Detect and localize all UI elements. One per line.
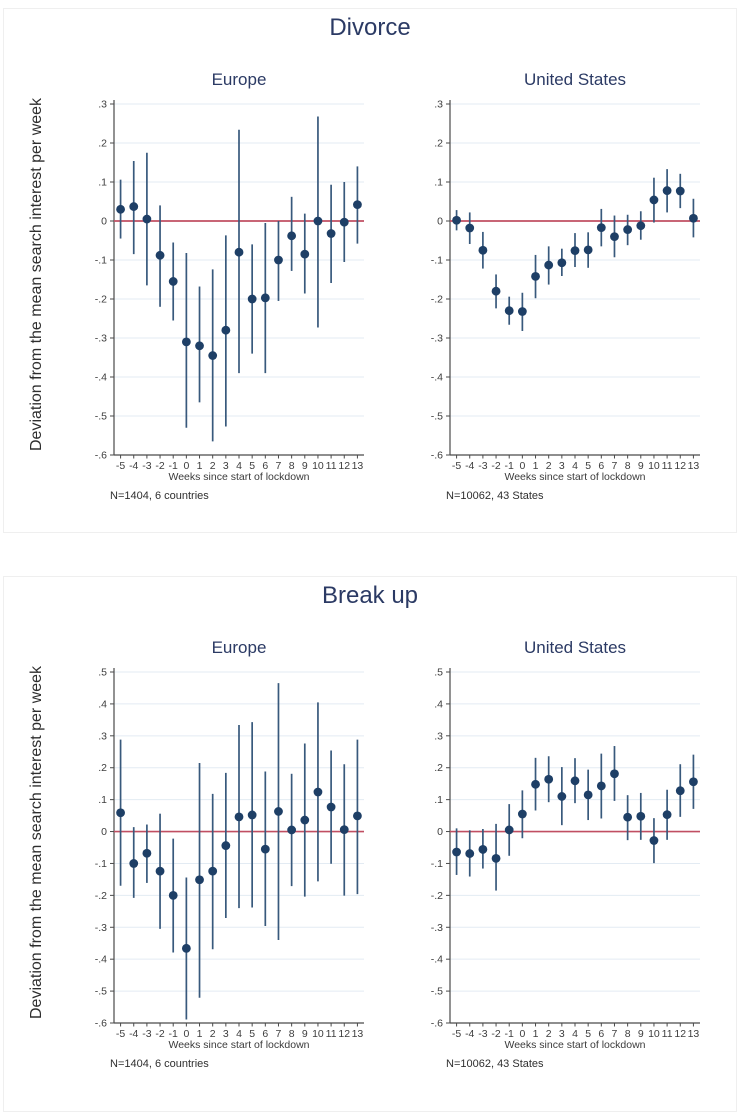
svg-text:1: 1 bbox=[532, 1028, 539, 1040]
svg-text:.1: .1 bbox=[98, 794, 107, 807]
svg-text:3: 3 bbox=[558, 460, 565, 472]
svg-text:2: 2 bbox=[545, 460, 552, 472]
svg-text:8: 8 bbox=[624, 460, 631, 472]
svg-text:-2: -2 bbox=[155, 460, 165, 472]
svg-text:-.3: -.3 bbox=[94, 921, 107, 934]
svg-text:-.6: -.6 bbox=[430, 449, 443, 462]
svg-text:.2: .2 bbox=[98, 137, 107, 150]
chart-svg bbox=[70, 95, 378, 473]
svg-text:-1: -1 bbox=[504, 1028, 514, 1040]
svg-text:-1: -1 bbox=[168, 1028, 178, 1040]
svg-text:-3: -3 bbox=[478, 1028, 488, 1040]
svg-text:-.6: -.6 bbox=[94, 449, 107, 462]
svg-text:-3: -3 bbox=[142, 460, 152, 472]
svg-text:3: 3 bbox=[222, 1028, 229, 1040]
panel-breakup-europe bbox=[70, 637, 378, 1070]
svg-text:-4: -4 bbox=[465, 1028, 475, 1040]
chart-svg bbox=[70, 663, 378, 1041]
svg-text:.4: .4 bbox=[98, 698, 107, 711]
svg-text:8: 8 bbox=[288, 1028, 295, 1040]
svg-text:.2: .2 bbox=[434, 762, 443, 775]
svg-text:.3: .3 bbox=[434, 98, 443, 111]
svg-text:7: 7 bbox=[611, 460, 618, 472]
plot-divorce-us bbox=[406, 95, 714, 473]
svg-text:1: 1 bbox=[196, 1028, 203, 1040]
panel-breakup-us bbox=[406, 637, 714, 1070]
ci-whiskers bbox=[121, 683, 358, 1019]
svg-text:6: 6 bbox=[262, 460, 269, 472]
svg-text:6: 6 bbox=[598, 460, 605, 472]
svg-text:3: 3 bbox=[558, 1028, 565, 1040]
svg-text:10: 10 bbox=[312, 460, 324, 472]
svg-text:.3: .3 bbox=[434, 730, 443, 743]
svg-text:8: 8 bbox=[624, 1028, 631, 1040]
svg-text:-.5: -.5 bbox=[94, 410, 107, 423]
svg-text:-3: -3 bbox=[478, 460, 488, 472]
svg-text:-4: -4 bbox=[465, 460, 475, 472]
svg-text:11: 11 bbox=[661, 1028, 673, 1040]
svg-text:0: 0 bbox=[437, 215, 443, 228]
svg-text:0: 0 bbox=[519, 460, 526, 472]
svg-text:-.1: -.1 bbox=[94, 857, 107, 870]
svg-text:11: 11 bbox=[325, 460, 337, 472]
sample-note: N=10062, 43 States bbox=[446, 1058, 544, 1070]
svg-text:-4: -4 bbox=[129, 460, 139, 472]
svg-text:9: 9 bbox=[637, 1028, 644, 1040]
point-estimates bbox=[452, 769, 698, 862]
svg-text:6: 6 bbox=[262, 1028, 269, 1040]
svg-text:0: 0 bbox=[101, 215, 107, 228]
svg-text:.3: .3 bbox=[98, 98, 107, 111]
svg-text:-.1: -.1 bbox=[430, 857, 443, 870]
panel-divorce-europe bbox=[70, 69, 378, 502]
ci-whiskers bbox=[121, 116, 358, 441]
x-axis-label: Weeks since start of lockdown bbox=[504, 1039, 646, 1051]
svg-text:9: 9 bbox=[301, 1028, 308, 1040]
svg-text:-5: -5 bbox=[115, 460, 126, 472]
svg-text:4: 4 bbox=[236, 1028, 242, 1040]
svg-text:5: 5 bbox=[249, 1028, 256, 1040]
svg-text:-.4: -.4 bbox=[430, 953, 443, 966]
svg-text:-2: -2 bbox=[491, 1028, 501, 1040]
svg-text:-.1: -.1 bbox=[430, 254, 443, 267]
svg-text:-.4: -.4 bbox=[430, 371, 443, 384]
svg-text:10: 10 bbox=[648, 460, 660, 472]
svg-text:-5: -5 bbox=[451, 460, 462, 472]
sample-note: N=1404, 6 countries bbox=[110, 490, 209, 502]
svg-text:-.1: -.1 bbox=[94, 254, 107, 267]
panel-divorce-us bbox=[406, 69, 714, 502]
chart-svg bbox=[406, 95, 714, 473]
svg-text:0: 0 bbox=[183, 1028, 190, 1040]
svg-text:.1: .1 bbox=[98, 176, 107, 189]
svg-text:-3: -3 bbox=[142, 1028, 152, 1040]
svg-text:4: 4 bbox=[572, 1028, 578, 1040]
svg-text:5: 5 bbox=[585, 460, 592, 472]
panel-subtitle: United States bbox=[523, 70, 627, 89]
figure-title: Break up bbox=[321, 582, 419, 609]
svg-text:-5: -5 bbox=[451, 1028, 462, 1040]
svg-text:12: 12 bbox=[338, 460, 351, 472]
svg-text:2: 2 bbox=[209, 1028, 216, 1040]
svg-text:.5: .5 bbox=[434, 666, 443, 679]
svg-text:10: 10 bbox=[312, 1028, 324, 1040]
svg-text:11: 11 bbox=[325, 1028, 337, 1040]
svg-text:9: 9 bbox=[637, 460, 644, 472]
svg-text:-.6: -.6 bbox=[94, 1017, 107, 1030]
figure-title: Divorce bbox=[329, 14, 411, 41]
svg-text:0: 0 bbox=[437, 826, 443, 839]
svg-text:7: 7 bbox=[275, 460, 282, 472]
svg-text:0: 0 bbox=[519, 1028, 526, 1040]
svg-text:-.2: -.2 bbox=[430, 889, 443, 902]
svg-text:-4: -4 bbox=[129, 1028, 139, 1040]
svg-text:-1: -1 bbox=[168, 460, 178, 472]
gridlines bbox=[450, 672, 700, 1023]
svg-text:-.3: -.3 bbox=[430, 332, 443, 345]
svg-text:-.4: -.4 bbox=[94, 371, 107, 384]
svg-text:-.4: -.4 bbox=[94, 953, 107, 966]
x-axis-label: Weeks since start of lockdown bbox=[168, 471, 310, 483]
plot-divorce-europe bbox=[70, 95, 378, 473]
svg-text:-.2: -.2 bbox=[430, 293, 443, 306]
sample-note: N=1404, 6 countries bbox=[110, 1058, 209, 1070]
svg-text:13: 13 bbox=[687, 460, 700, 472]
svg-text:0: 0 bbox=[183, 460, 190, 472]
svg-text:1: 1 bbox=[196, 460, 203, 472]
axes bbox=[95, 667, 364, 1041]
svg-text:-.6: -.6 bbox=[430, 1017, 443, 1030]
svg-text:-.5: -.5 bbox=[430, 985, 443, 998]
svg-text:8: 8 bbox=[288, 460, 295, 472]
sample-note: N=10062, 43 States bbox=[446, 490, 544, 502]
svg-text:5: 5 bbox=[585, 1028, 592, 1040]
svg-text:6: 6 bbox=[598, 1028, 605, 1040]
panel-subtitle: Europe bbox=[211, 70, 267, 89]
svg-text:-.2: -.2 bbox=[94, 889, 107, 902]
plot-breakup-us bbox=[406, 663, 714, 1041]
svg-text:.1: .1 bbox=[434, 794, 443, 807]
svg-text:.4: .4 bbox=[434, 698, 443, 711]
chart-svg bbox=[406, 663, 714, 1041]
svg-text:12: 12 bbox=[338, 1028, 351, 1040]
figure-divorce bbox=[3, 8, 737, 533]
svg-text:10: 10 bbox=[648, 1028, 660, 1040]
svg-text:1: 1 bbox=[532, 460, 539, 472]
svg-text:.2: .2 bbox=[98, 762, 107, 775]
svg-text:.2: .2 bbox=[434, 137, 443, 150]
svg-text:9: 9 bbox=[301, 460, 308, 472]
x-axis-label: Weeks since start of lockdown bbox=[168, 1039, 310, 1051]
svg-text:.1: .1 bbox=[434, 176, 443, 189]
svg-text:-.5: -.5 bbox=[94, 985, 107, 998]
svg-text:5: 5 bbox=[249, 460, 256, 472]
y-axis-label: Deviation from the mean search interest per week bbox=[28, 97, 45, 451]
svg-text:.3: .3 bbox=[98, 730, 107, 743]
gridlines bbox=[450, 104, 700, 455]
svg-text:-.3: -.3 bbox=[94, 332, 107, 345]
svg-text:2: 2 bbox=[545, 1028, 552, 1040]
svg-text:0: 0 bbox=[101, 826, 107, 839]
svg-text:11: 11 bbox=[661, 460, 673, 472]
svg-text:12: 12 bbox=[674, 1028, 687, 1040]
svg-text:-5: -5 bbox=[115, 1028, 126, 1040]
svg-text:13: 13 bbox=[687, 1028, 700, 1040]
y-axis-label: Deviation from the mean search interest per week bbox=[28, 665, 45, 1019]
panel-subtitle: United States bbox=[523, 638, 627, 657]
x-axis-label: Weeks since start of lockdown bbox=[504, 471, 646, 483]
svg-text:7: 7 bbox=[275, 1028, 282, 1040]
svg-text:.5: .5 bbox=[98, 666, 107, 679]
svg-text:13: 13 bbox=[351, 460, 364, 472]
svg-text:2: 2 bbox=[209, 460, 216, 472]
svg-text:-1: -1 bbox=[504, 460, 514, 472]
svg-text:-2: -2 bbox=[491, 460, 501, 472]
point-estimates bbox=[452, 186, 698, 316]
svg-text:-2: -2 bbox=[155, 1028, 165, 1040]
svg-text:4: 4 bbox=[236, 460, 242, 472]
panel-subtitle: Europe bbox=[211, 638, 267, 657]
svg-text:4: 4 bbox=[572, 460, 578, 472]
svg-text:12: 12 bbox=[674, 460, 687, 472]
svg-text:-.5: -.5 bbox=[430, 410, 443, 423]
svg-text:7: 7 bbox=[611, 1028, 618, 1040]
svg-text:3: 3 bbox=[222, 460, 229, 472]
plot-breakup-europe bbox=[70, 663, 378, 1041]
svg-text:-.2: -.2 bbox=[94, 293, 107, 306]
figure-breakup bbox=[3, 576, 737, 1112]
svg-text:-.3: -.3 bbox=[430, 921, 443, 934]
svg-text:13: 13 bbox=[351, 1028, 364, 1040]
